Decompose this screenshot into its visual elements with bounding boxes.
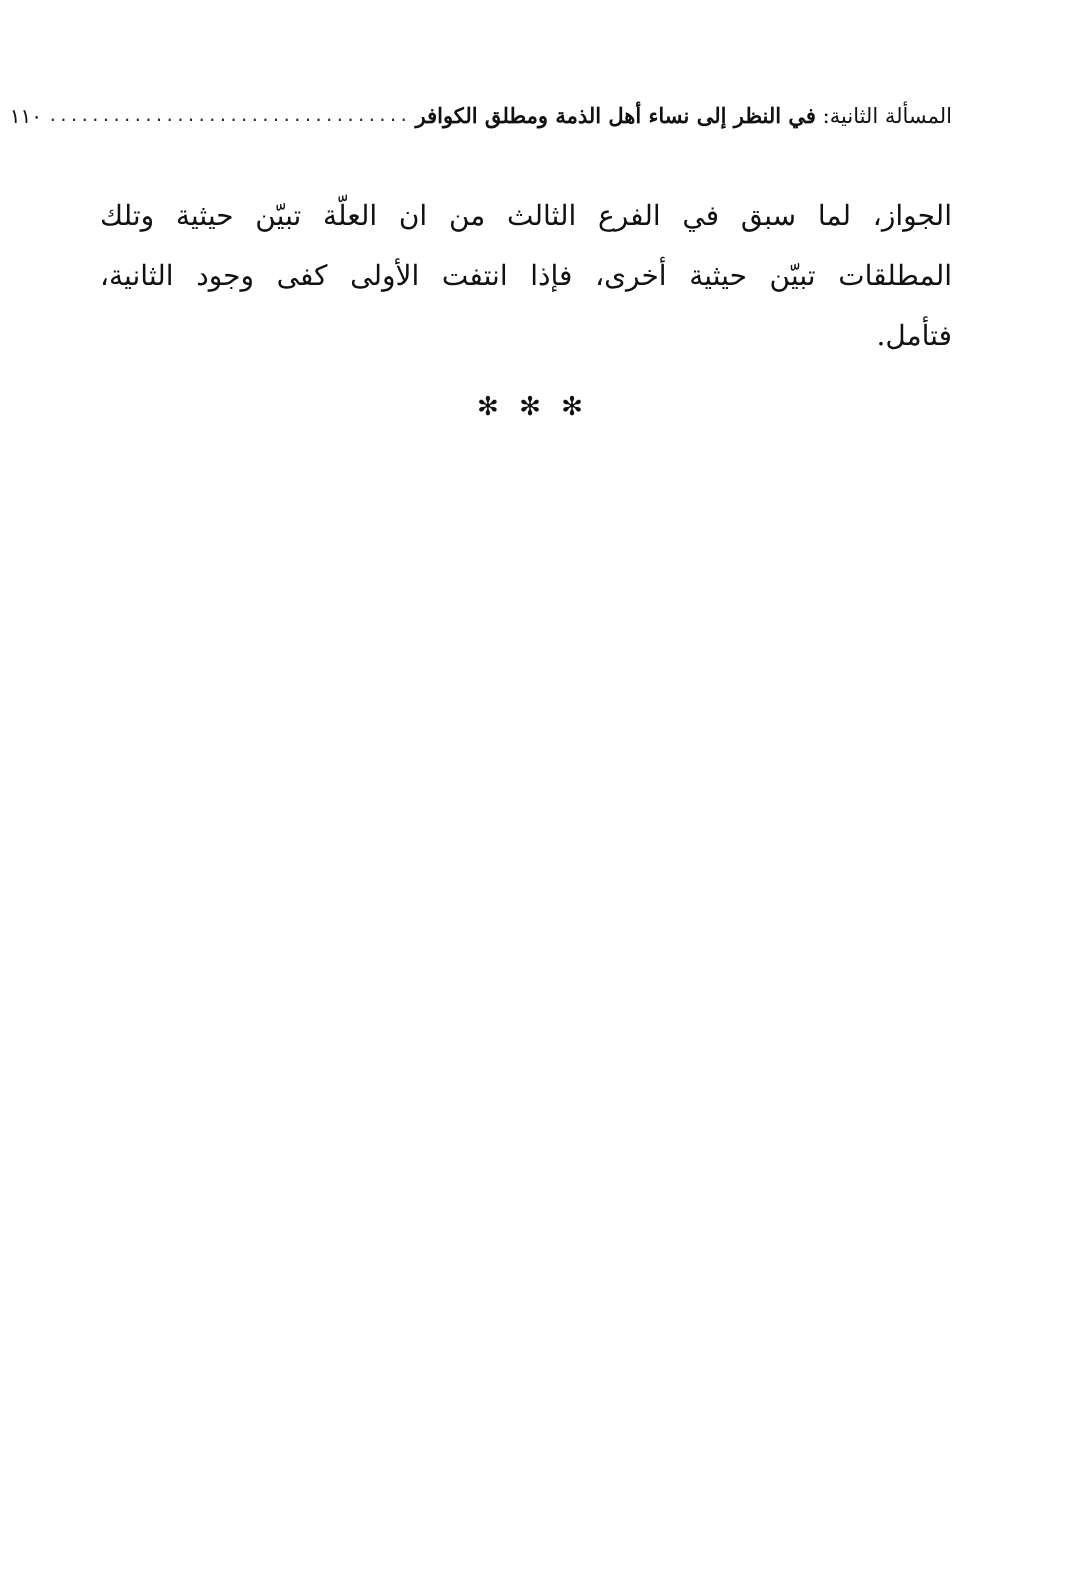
- body-line-3: فتأمل.: [876, 319, 952, 352]
- header-leader-dots: ..................................: [47, 106, 410, 125]
- header-subtitle: المسألة الثانية:: [822, 104, 952, 128]
- header-main-title: في النظر إلى نساء أهل الذمة ومطلق الكوافر: [415, 103, 816, 128]
- body-line-1: الجواز، لما سبق في الفرع الثالث من ان العلّة تبيّن حيثية وتلك: [100, 199, 952, 232]
- body-paragraph: [100, 186, 952, 366]
- header-title: [415, 96, 952, 136]
- body-line-2: المطلقات تبيّن حيثية أخرى، فإذا انتفت الأولى كفى وجود الثانية،: [100, 259, 953, 292]
- running-header: [9, 96, 952, 136]
- section-separator: ✻ ✻ ✻: [477, 392, 589, 422]
- page-number: ١١٠: [9, 104, 42, 128]
